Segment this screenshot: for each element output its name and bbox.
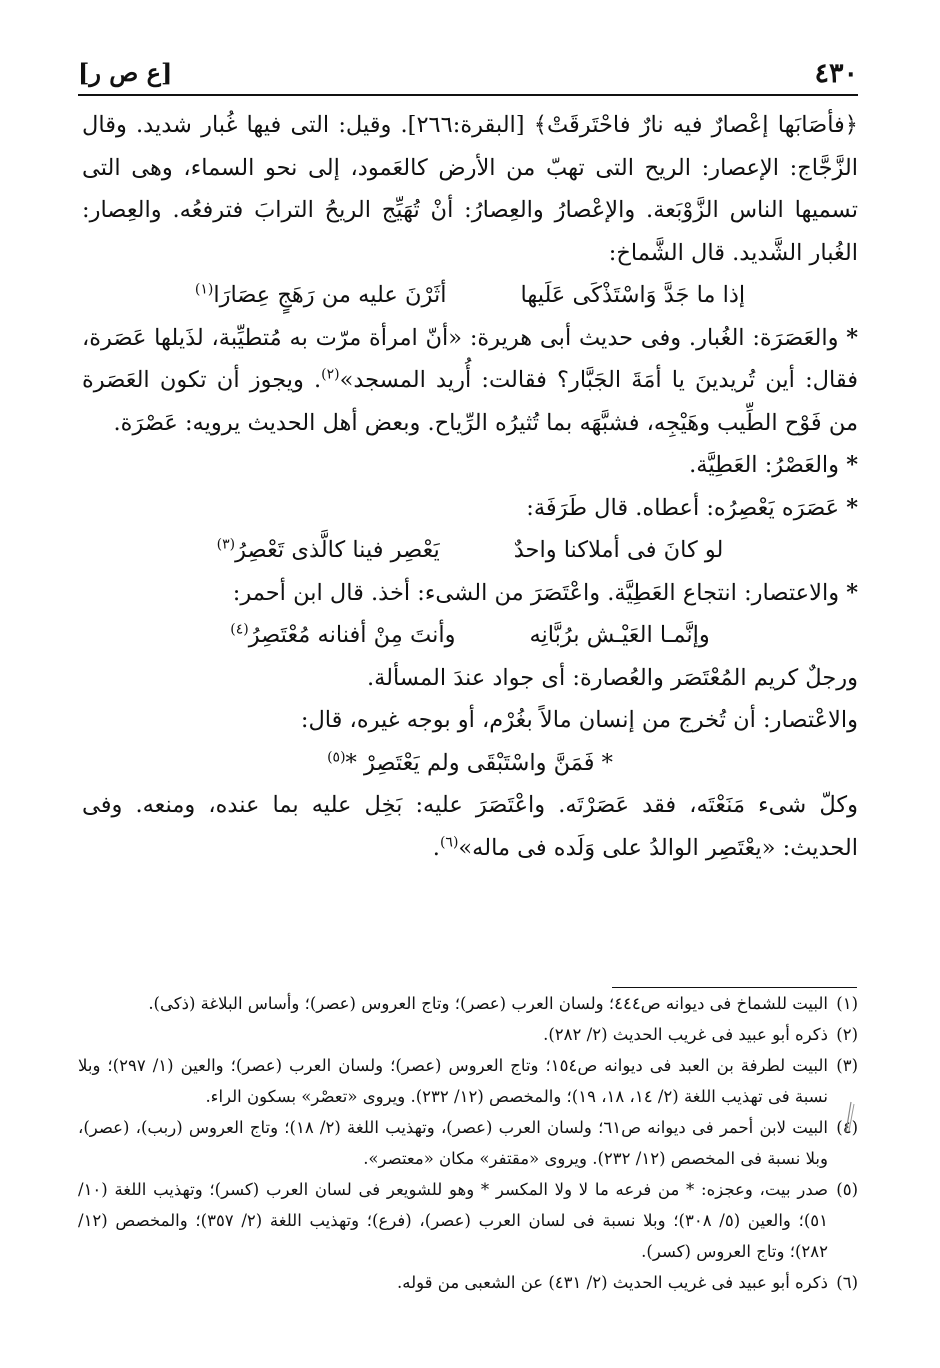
- star-marker: *: [846, 452, 858, 478]
- verse-hemistich: * فَمَنَّ واسْتَبْقَى ولم يَعْتَصِرْ *$^{(٥)}$: [327, 749, 613, 776]
- footnote-text: البيت لابن أحمر فى ديوانه ص٦١؛ ولسان العرب (عصر)، وتهذيب اللغة (٢/ ١٨)؛ وتاج العروس (ربب)، (عصر)، وبلا نسبة فى المخصص (١٢/ ٢٣٢). ويروى «مقتفر» مكان «معتصر».: [78, 1118, 829, 1168]
- root-letters-tag: [ع ص ر]: [78, 58, 173, 87]
- verse-hemistich: يَعْصِر فينا كالَّذى تَعْصِرُ$^{(٣)}$: [216, 536, 440, 563]
- star-marker: *: [846, 579, 858, 606]
- footnotes-section: [78, 988, 858, 1298]
- footnote-text: ذكره أبو عبيد فى غريب الحديث (٢/ ٤٣١) عن الشعبى من قوله.: [397, 1273, 828, 1292]
- footnote-text: صدر بيت، وعجزه: * من فرعه ما لا ولا المكسر * وهو للشويعر فى لسان العرب (كسر)؛ وتهذيب اللغة (١٠/ ٥١)؛ والعين (٥/ ٣٠٨)؛ وبلا نسبة فى لسان العرب (عصر)، (فرع)؛ وتهذيب اللغة (٢/ ٣٥٧)؛ والمخصص (١٢/ ٢٨٢)؛ وتاج العروس (كسر).: [78, 1180, 828, 1261]
- main-text: [82, 104, 858, 869]
- verse-line: [82, 614, 858, 657]
- footnote-ref[interactable]: (٥): [327, 749, 346, 765]
- footnote-ref[interactable]: (١): [194, 281, 214, 298]
- star-marker: *: [846, 494, 858, 521]
- verse-line: [82, 529, 858, 572]
- footnote-text: البيت لطرفة بن العبد فى ديوانه ص١٥٤؛ وتاج العروس (عصر)؛ ولسان العرب (عصر)؛ والعين (١/ ٢٩٧)؛ وبلا نسبة فى تهذيب اللغة (٢/ ١٤، ١٨، ١٩)؛ والمخصص (١٢/ ٢٣٢). ويروى «تعصْر» بسكون الراء.: [78, 1056, 828, 1106]
- paragraph: * والعَصْرُ: العَطِيَّة.: [689, 452, 858, 478]
- footnote: [78, 1174, 858, 1267]
- page-number: ٤٣٠: [814, 58, 858, 89]
- verse-hemistich: وإنَّمـا العَيْـش برُبَّانِه: [529, 622, 710, 648]
- page-header: [78, 54, 858, 96]
- footnote: [78, 1019, 858, 1050]
- footnote-number: (٦): [836, 1273, 858, 1292]
- paragraph: ورجلٌ كريم المُعْتَصَر والعُصارة: أى جواد عندَ المسألة.: [366, 664, 858, 691]
- verse-hemistich: إذا ما جَدَّ وَاسْتَذْكَى عَلَيها: [520, 282, 746, 308]
- star-marker: *: [846, 324, 858, 351]
- footnote-text: البيت للشماخ فى ديوانه ص٤٤٤؛ ولسان العرب (عصر)؛ وتاج العروس (عصر)؛ وأساس البلاغة (ذكى).: [148, 994, 828, 1013]
- footnote-number: (٣): [836, 1056, 858, 1075]
- paragraph: والاعْتصار: أن تُخرج من إنسان مالاً بغُرْم، أو بوجه غيره، قال:: [300, 707, 858, 733]
- paragraph: * عَصَرَه يَعْصِرُه: أعطاه. قال طَرَفَة:: [526, 494, 858, 521]
- paragraph: ﴿فأصَابَها إعْصارٌ فيه نارٌ فاحْتَرقَتْ﴾ [البقرة:٢٦٦]. وقيل: التى فيها غُبار شديد. وقال الزَّجَّاج: الإعصار: الريح التى تهبّ من الأرض كالعَمود، إلى نحو السماء، وهى التى تسميها الناس الزَّوْبَعة. والإعْصارُ والعِصارُ: أنْ تُهَيِّج الريحُ الترابَ فترفعُه. والعِصار: الغُبار الشَّديد. قال الشَّماخ:: [82, 112, 858, 266]
- star-marker: *: [345, 749, 357, 776]
- footnote-number: (٢): [836, 1025, 858, 1044]
- footnote-ref[interactable]: (٦): [439, 834, 459, 850]
- paragraph: * والعَصَرَة: الغُبار. وفى حديث أبى هريرة: «أنّ امرأة مرّت به مُتطيِّبة، لذَيلها عَصَرة، فقال: أين تُريدينَ يا أمَةَ الجَبَّار؟ فقالت: أُريد المسجد»$^{(٢)}$. ويجوز أن تكون العَصَرة من فَوْح الطِّيب وهَيْجِه، فشبَّهَه بما تُثيرُه الرِّياح. وبعض أهل الحديث يرويه: عَصْرَة.: [82, 324, 858, 436]
- footnote: [78, 988, 858, 1019]
- footnote-ref[interactable]: (٣): [216, 536, 236, 553]
- paragraph: وكلّ شىء مَنَعْتَه، فقد عَصَرْتَه. واعْتَصَرَ عليه: بَخِل عليه بما عنده، ومنعه. وفى الحديث: «يعْتَصِر الوالدُ على وَلَده فى ماله»$^{(٦)}$.: [82, 792, 858, 861]
- verse-hemistich: وأنتَ مِنْ أفنانه مُعْتَصِرُ$^{(٤)}$: [230, 621, 456, 648]
- footnote-text: ذكره أبو عبيد فى غريب الحديث (٢/ ٢٨٢).: [543, 1025, 828, 1044]
- verse-hemistich: أثَرْنَ عليه من رَهَجٍ عِصَارَا$^{(١)}$: [194, 281, 447, 308]
- verse-line: [82, 742, 858, 785]
- pen-stroke-mark: [842, 1098, 856, 1134]
- footnote-number: (١): [836, 994, 858, 1013]
- verse-line: [82, 274, 858, 317]
- footnote-ref[interactable]: (٢): [321, 366, 340, 383]
- star-marker: *: [601, 749, 613, 776]
- footnote: [78, 1050, 858, 1112]
- footnote-number: (٤): [836, 1118, 858, 1137]
- paragraph: * والاعتصار: انتجاع العَطِيَّة. واعْتَصَرَ من الشىء: أخذ. قال ابن أحمر:: [232, 579, 858, 606]
- footnote: [78, 1267, 858, 1298]
- verse-hemistich: لو كانَ فى أملاكنا واحدٌ: [513, 537, 724, 563]
- footnote: [78, 1112, 858, 1174]
- footnote-ref[interactable]: (٤): [230, 621, 249, 638]
- footnote-number: (٥): [836, 1180, 858, 1199]
